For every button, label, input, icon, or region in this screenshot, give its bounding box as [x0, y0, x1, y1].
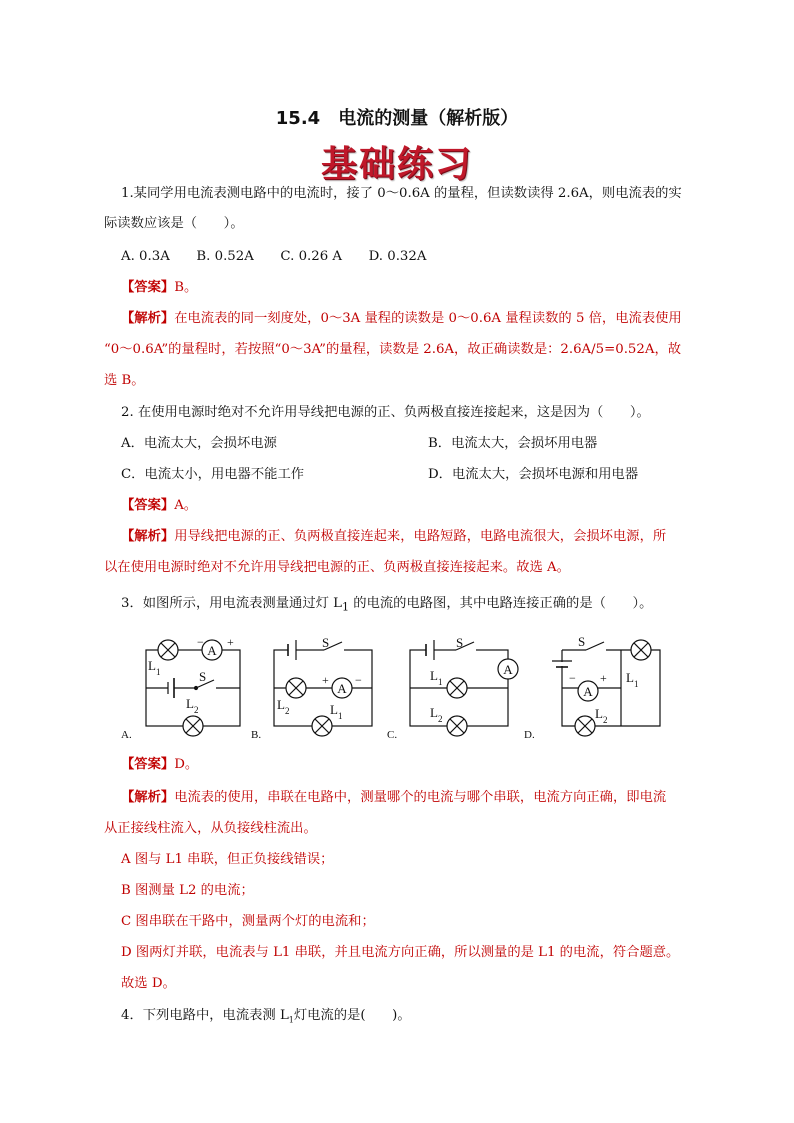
lamp-label: L [277, 697, 285, 712]
q1-stem-line2: 际读数应该是（ ）。 [104, 216, 244, 231]
circuit-d [552, 634, 660, 736]
plus-sign: + [227, 635, 234, 649]
lamp-label: L [330, 702, 338, 717]
q3-item-d: D 图两灯并联，电流表与 L1 串联，并且电流方向正确，所以测量的是 L1 的电流，符合题意。 [121, 945, 680, 960]
q1-analysis-line1 [121, 311, 682, 327]
q3-conclusion: 故选 D。 [121, 976, 176, 991]
answer-tag: 【答案】 [121, 280, 175, 295]
q1-stem-line1: 1.某同学用电流表测电路中的电流时，接了 0～0.6A 的量程，但读数读得 2.6A，则电流表的实 [121, 186, 682, 201]
circuit-c [410, 635, 518, 736]
lamp-subscript: 1 [438, 677, 443, 687]
lamp-subscript: 1 [634, 679, 639, 689]
page-title: 15.4 电流的测量（解析版） [275, 108, 519, 129]
switch-label: S [199, 669, 207, 684]
q2-stem: 2. 在使用电源时绝对不允许用导线把电源的正、负两极直接连接起来，这是因为（ ）。 [121, 405, 650, 420]
q3-stem [121, 596, 652, 616]
answer-value: D。 [174, 757, 199, 772]
figure-label-b: B. [251, 729, 262, 741]
figure-label-a: A. [121, 729, 132, 741]
analysis-tag: 【解析】 [121, 311, 175, 326]
circuit-a [146, 635, 240, 736]
lamp-label: L [595, 706, 603, 721]
switch-label: S [322, 635, 330, 650]
q3-stem-part1: 3．如图所示，用电流表测量通过灯 L [121, 596, 342, 611]
lamp-icon [286, 678, 306, 698]
q4-stem-part2: 灯电流的是( )。 [293, 1008, 411, 1023]
answer-tag: 【答案】 [121, 757, 175, 772]
lamp-subscript: 1 [156, 667, 161, 677]
q3-stem-part2: 的电流的电路图，其中电路连接正确的是（ ）。 [349, 596, 653, 611]
lamp-subscript: 1 [338, 711, 343, 721]
q4-stem [121, 1008, 411, 1029]
minus-sign: − [569, 671, 576, 685]
lamp-label: L [626, 670, 634, 685]
q3-stem-subscript: 1 [341, 600, 350, 614]
q1-analysis-line3: 选 B。 [104, 373, 145, 388]
ammeter-label: A [337, 681, 347, 696]
q2-analysis-line2: 以在使用电源时绝对不允许用导线把电源的正、负两极直接连接起来。故选 A。 [104, 560, 570, 575]
q3-item-a: A 图与 L1 串联，但正负接线错误； [121, 852, 334, 867]
q3-answer [121, 757, 198, 773]
lamp-subscript: 2 [438, 714, 443, 724]
analysis-tag: 【解析】 [121, 529, 175, 544]
lamp-icon [312, 716, 332, 736]
answer-value: A。 [174, 498, 198, 513]
lamp-icon [158, 640, 178, 660]
analysis-tag: 【解析】 [121, 790, 175, 805]
minus-sign: − [355, 673, 362, 687]
q4-stem-part1: 4．下列电路中，电流表测 L [121, 1008, 289, 1023]
plus-sign: + [322, 673, 329, 687]
q3-circuit-figures [0, 625, 794, 750]
q2-option-b: B．电流太大，会损坏用电器 [428, 436, 598, 451]
lamp-label: L [430, 705, 438, 720]
switch-label: S [578, 634, 586, 649]
q1-answer [121, 280, 197, 296]
plus-sign: + [600, 671, 607, 685]
circuit-b [274, 635, 372, 736]
q3-analysis-line2: 从正接线柱流入，从负接线柱流出。 [104, 821, 317, 836]
analysis-text: 电流表的使用，串联在电路中，测量哪个的电流与哪个串联，电流方向正确，即电流 [174, 790, 667, 805]
answer-value: B。 [174, 280, 198, 295]
figure-label-c: C. [387, 729, 398, 741]
minus-sign: − [197, 635, 204, 649]
lamp-icon [631, 640, 651, 660]
q3-item-b: B 图测量 L2 的电流； [121, 883, 254, 898]
lamp-label: L [186, 696, 194, 711]
analysis-text: 用导线把电源的正、负两极直接连起来，电路短路，电路电流很大，会损坏电源，所 [174, 529, 667, 544]
lamp-subscript: 2 [194, 705, 199, 715]
ammeter-label: A [503, 662, 513, 677]
lamp-icon [447, 678, 467, 698]
lamp-icon [183, 716, 203, 736]
q2-analysis-line1 [121, 529, 666, 545]
q4-stem-subscript: 1 [288, 1015, 294, 1025]
figure-label-d: D. [524, 729, 535, 741]
analysis-text: 在电流表的同一刻度处，0～3A 量程的读数是 0～0.6A 量程读数的 5 倍，电流表使用 [174, 311, 682, 326]
q1-analysis-line2: “0～0.6A”的量程时，若按照“0～3A”的量程，读数是 2.6A，故正确读数是：2.6A/5=0.52A，故 [104, 342, 682, 357]
q2-option-c: C．电流太小，用电器不能工作 [121, 467, 305, 482]
q1-options: A. 0.3A B. 0.52A C. 0.26 A D. 0.32A [121, 249, 427, 264]
q3-item-c: C 图串联在干路中，测量两个灯的电流和； [121, 914, 375, 929]
q2-option-a: A．电流太大，会损坏电源 [121, 436, 277, 451]
lamp-label: L [430, 668, 438, 683]
answer-tag: 【答案】 [121, 498, 175, 513]
lamp-subscript: 2 [603, 715, 608, 725]
q2-answer [121, 498, 197, 514]
lamp-label: L [148, 658, 156, 673]
ammeter-label: A [583, 684, 593, 699]
switch-label: S [456, 635, 464, 650]
lamp-icon [447, 716, 467, 736]
lamp-icon [575, 716, 595, 736]
q3-analysis-line1 [121, 790, 666, 806]
q2-option-d: D．电流太大，会损坏电源和用电器 [428, 467, 639, 482]
lamp-subscript: 2 [285, 706, 290, 716]
section-banner: 基础练习 [320, 144, 473, 185]
ammeter-label: A [207, 643, 217, 658]
